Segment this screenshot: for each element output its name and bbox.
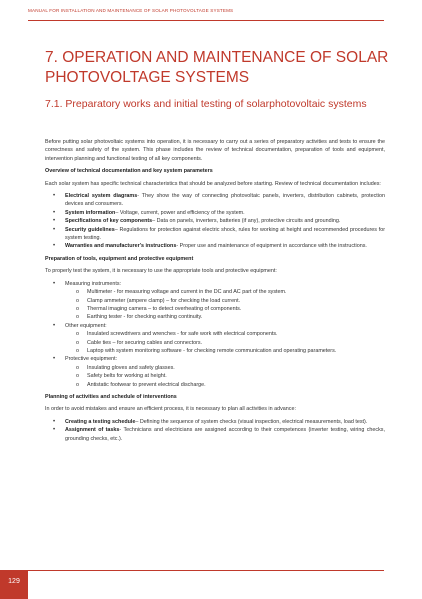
sub-list-text: Laptop with system monitoring software - for checking remote communication and operating parameters.	[87, 347, 337, 354]
bullet-icon: •	[53, 356, 56, 363]
subheading-planning: Planning of activities and schedule of interventions	[45, 393, 177, 400]
planning-list	[45, 418, 385, 443]
sub-list	[65, 364, 385, 389]
list-item	[45, 322, 385, 356]
sub-list-text: Thermal imaging camera – to detect overheating of components.	[87, 305, 242, 312]
circle-bullet-icon: o	[76, 331, 79, 338]
circle-bullet-icon: o	[76, 364, 79, 371]
list-item-text: – Defining the sequence of system checks (visual inspection, electrical measurements, load test).	[135, 418, 368, 425]
list-item-term: Specifications of key components	[65, 218, 153, 225]
intro-paragraph: Before putting solar photovoltaic systems into operation, it is necessary to carry out a series of preparatory activities and tests to ensure the correctness and safety of the system. This phase includes the review of technical documentation, preparation of tools and equipment, intervention planning and functional testing of all key components.	[45, 139, 385, 162]
list-item	[45, 209, 385, 217]
list-item-term: Electrical system diagrams	[65, 193, 138, 200]
bullet-icon: •	[53, 243, 56, 250]
header-divider	[28, 20, 384, 21]
sub-list-item	[65, 381, 385, 389]
list-item	[45, 226, 385, 243]
sub-list-text: Insulated screwdrivers and wrenches - for safe work with electrical components.	[87, 331, 278, 338]
sub-list-item	[65, 330, 385, 338]
sub-list-text: Clamp ammeter (ampere clamp) – for checking the load current.	[87, 297, 241, 304]
tools-list	[45, 280, 385, 389]
bullet-icon: •	[53, 226, 56, 233]
sub-list-item	[65, 288, 385, 296]
circle-bullet-icon: o	[76, 373, 79, 380]
list-item-text: - They show the way of connecting photovoltaic panels, inverters, distribution cabinets, protection devices and consumers.	[65, 193, 385, 208]
documentation-list	[45, 192, 385, 251]
list-item-term: System information	[65, 209, 116, 216]
tools-intro: To properly test the system, it is necessary to use the appropriate tools and protective equipment:	[45, 268, 277, 275]
list-item-term: Warranties and manufacturer's instructions	[65, 243, 177, 250]
list-item	[45, 418, 385, 426]
sub-list-item	[65, 364, 385, 372]
sub-list-item	[65, 313, 385, 321]
subheading-tools: Preparation of tools, equipment and protective equipment	[45, 255, 194, 262]
group-label: Measuring instruments:	[65, 280, 122, 287]
list-item-text: – Voltage, current, power and efficiency of the system.	[115, 209, 245, 216]
list-item-term: Assignment of tasks	[65, 427, 120, 434]
bullet-icon: •	[53, 427, 56, 434]
sub-list-item	[65, 372, 385, 380]
circle-bullet-icon: o	[76, 305, 79, 312]
group-label: Protective equipment:	[65, 356, 118, 363]
circle-bullet-icon: o	[76, 314, 79, 321]
planning-intro: In order to avoid mistakes and ensure an efficient process, it is necessary to plan all activities in advance:	[45, 406, 296, 413]
circle-bullet-icon: o	[76, 339, 79, 346]
list-item-text: – Regulations for protection against electric shock, rules for working at height and recommended procedures for system testing.	[65, 226, 385, 242]
subheading-documentation: Overview of technical documentation and key system parameters	[45, 168, 213, 175]
list-item-term: Security guidelines	[65, 226, 115, 233]
circle-bullet-icon: o	[76, 347, 79, 354]
group-label: Other equipment:	[65, 322, 107, 329]
page-body	[45, 138, 385, 447]
list-item-term: Creating a testing schedule	[65, 418, 136, 425]
circle-bullet-icon: o	[76, 297, 79, 304]
sub-list	[65, 330, 385, 355]
sub-list-text: Multimeter - for measuring voltage and current in the DC and AC part of the system.	[87, 289, 287, 296]
sub-list-text: Cable ties – for securing cables and connectors.	[87, 339, 203, 346]
section-title: 7.1. Preparatory works and initial testing of solarphotovoltaic systems	[45, 98, 367, 110]
circle-bullet-icon: o	[76, 381, 79, 388]
list-item	[45, 192, 385, 209]
list-item	[45, 355, 385, 389]
sub-list	[65, 288, 385, 322]
documentation-intro: Each solar system has specific technical characteristics that should be analyzed before starting. Review of technical documentation includes:	[45, 180, 381, 187]
list-item	[45, 426, 385, 443]
sub-list-text: Insulating gloves and safety glasses.	[87, 364, 175, 371]
list-item-text: - Proper use and maintenance of equipment in accordance with the instructions.	[176, 243, 367, 250]
page-number: 129	[8, 578, 20, 585]
circle-bullet-icon: o	[76, 289, 79, 296]
sub-list-item	[65, 339, 385, 347]
sub-list-item	[65, 305, 385, 313]
list-item	[45, 280, 385, 322]
bullet-icon: •	[53, 209, 56, 216]
bullet-icon: •	[53, 218, 56, 225]
bullet-icon: •	[53, 418, 56, 425]
list-item	[45, 217, 385, 225]
sub-list-text: Antistatic footwear to prevent electrical discharge.	[87, 381, 206, 388]
bullet-icon: •	[53, 193, 56, 200]
running-header: MANUAL FOR INSTALLATION AND MAINTENANCE OF SOLAR PHOTOVOLTAGE SYSTEMS	[28, 8, 234, 13]
bullet-icon: •	[53, 280, 56, 287]
list-item-text: - Technicians and electricians are assigned according to their competences (inverter testing, wiring checks, grounding checks, etc.).	[65, 427, 385, 442]
sub-list-text: Earthing tester - for checking earthing continuity.	[87, 314, 203, 321]
list-item-text: – Data on panels, inverters, batteries (if any), protective circuits and grounding.	[152, 218, 341, 225]
sub-list-item	[65, 297, 385, 305]
sub-list-item	[65, 347, 385, 355]
chapter-title: 7. OPERATION AND MAINTENANCE OF SOLAR PHOTOVOLTAGE SYSTEMS	[45, 49, 389, 86]
sub-list-text: Safety belts for working at height.	[87, 373, 167, 380]
bullet-icon: •	[53, 322, 56, 329]
footer-divider	[0, 570, 384, 571]
list-item	[45, 242, 385, 250]
